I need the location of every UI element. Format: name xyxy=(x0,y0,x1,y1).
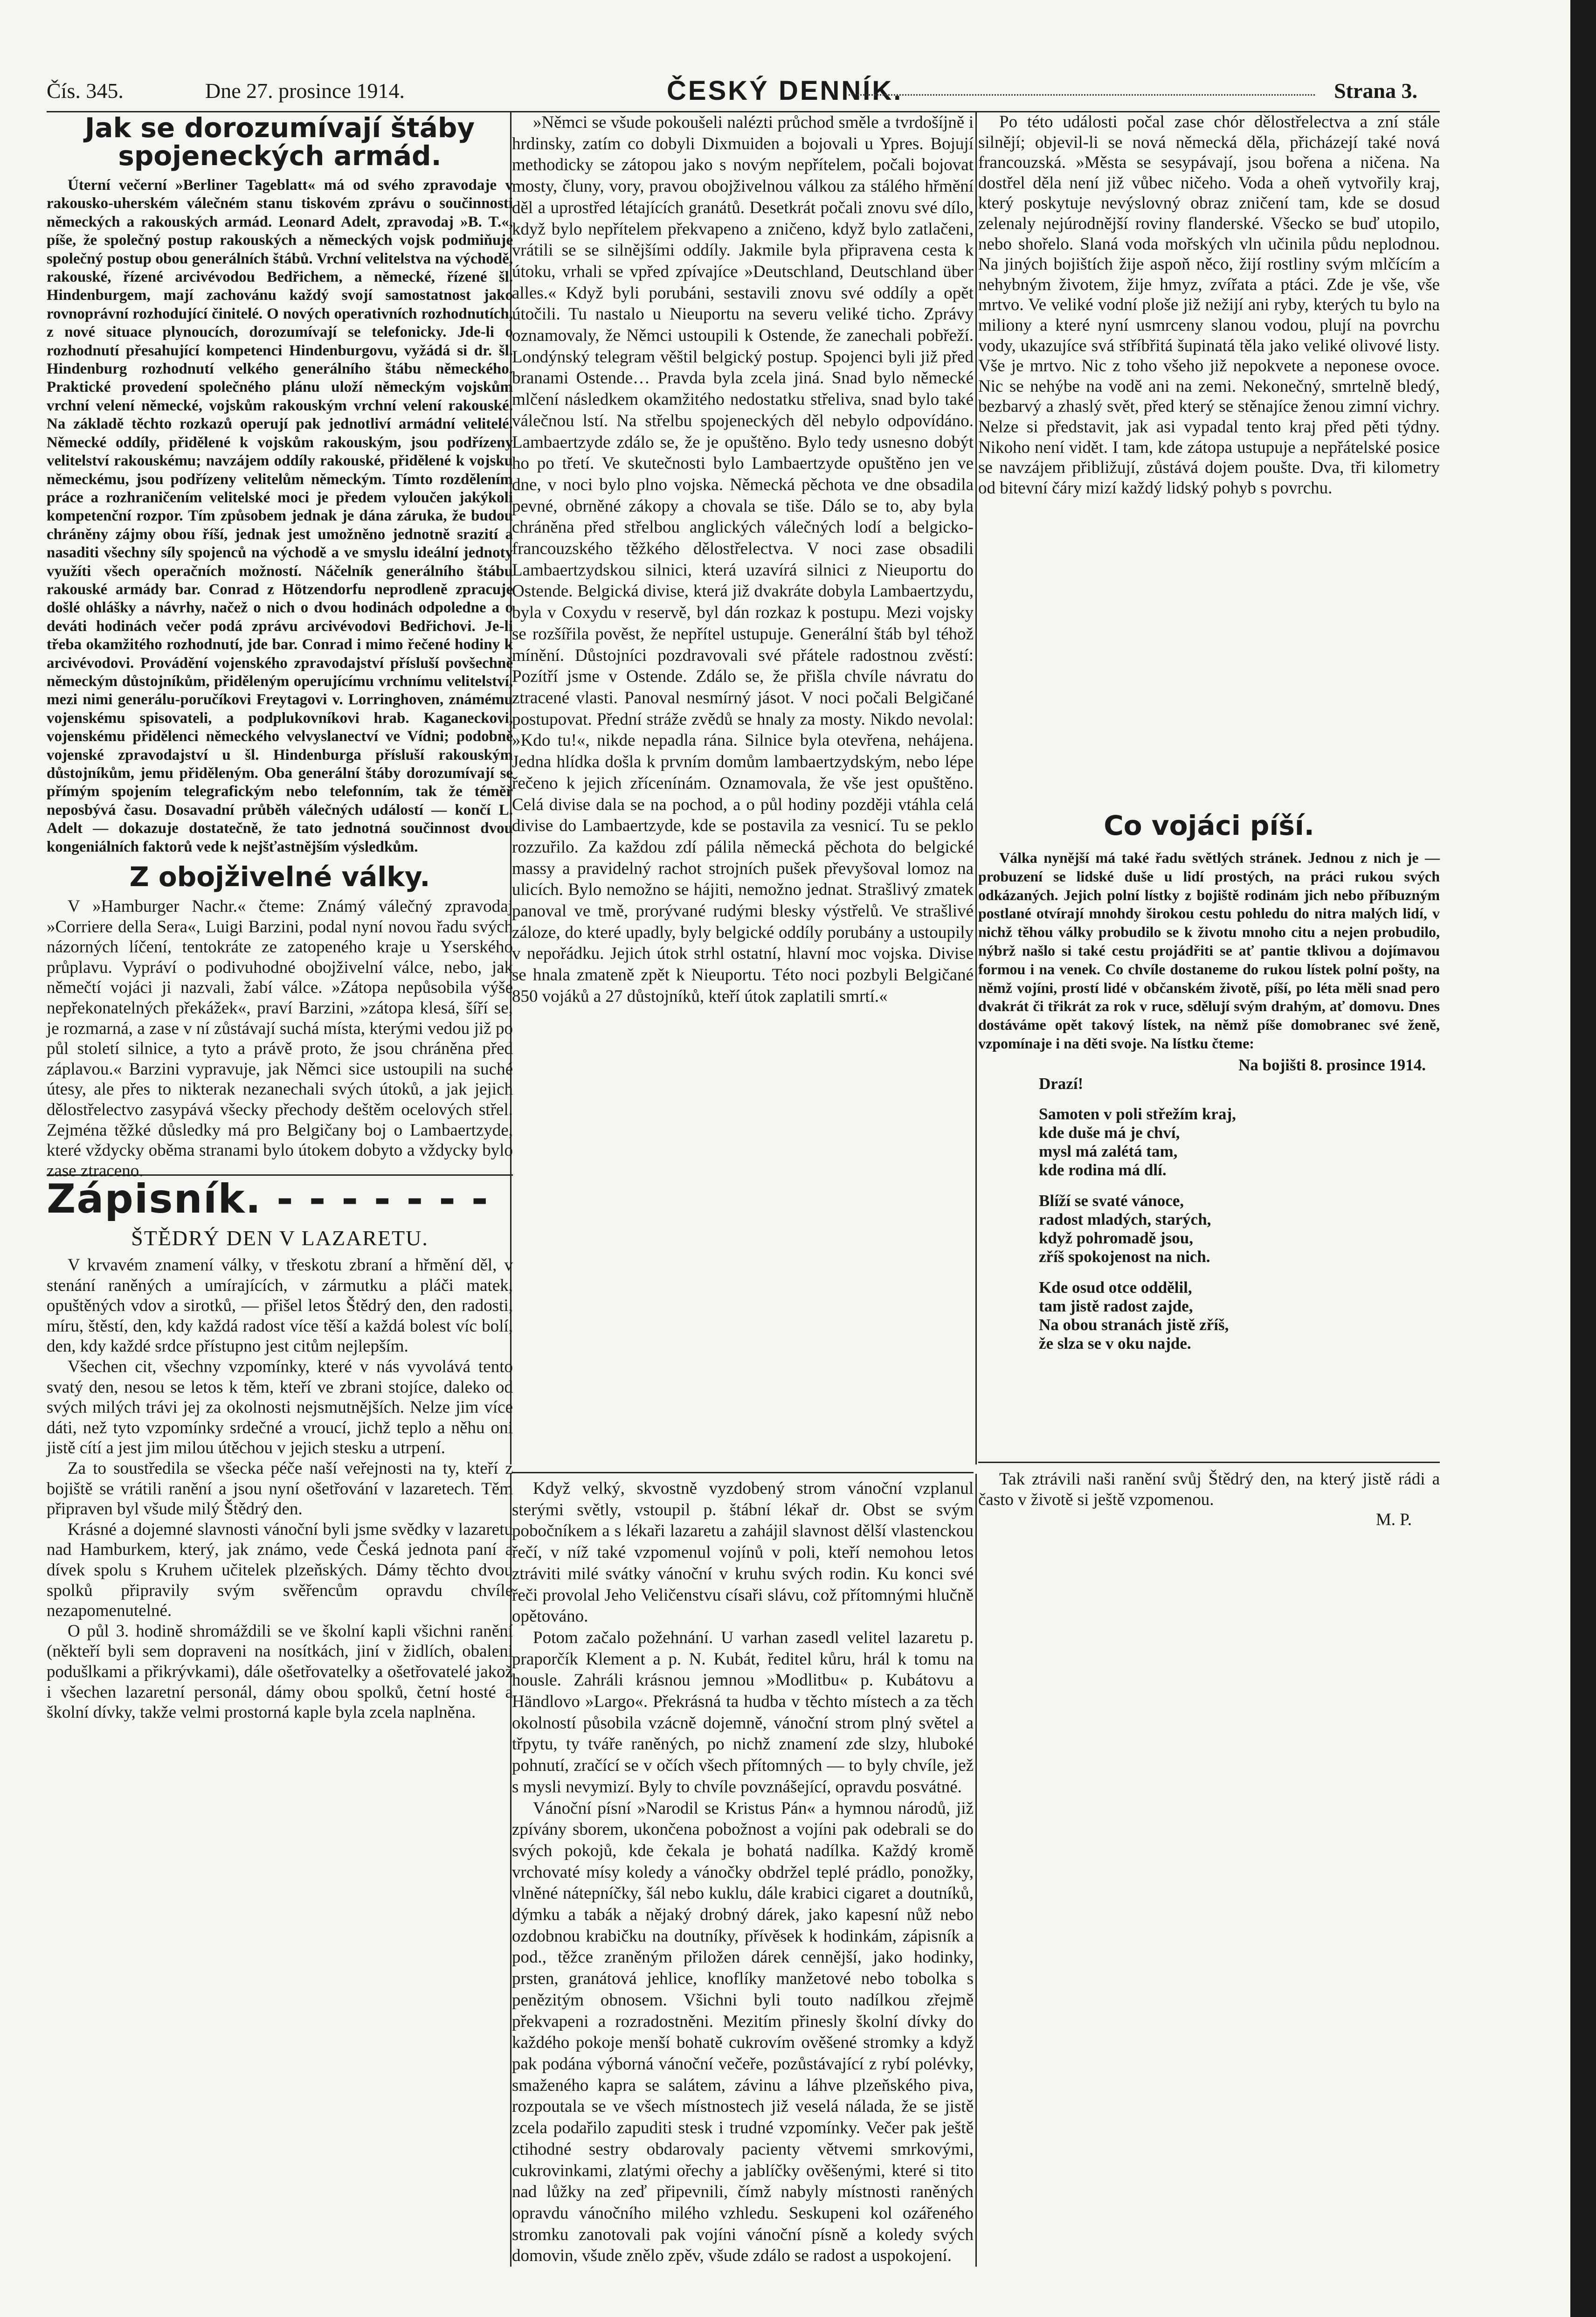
page-number: Strana 3. xyxy=(1334,79,1417,103)
poem-line: Kde osud otce oddělil, xyxy=(1039,1278,1192,1297)
column-divider-2 xyxy=(975,112,977,1464)
column-divider-lower-2 xyxy=(975,1474,977,2267)
article-obojzivelne-part-3 xyxy=(978,112,1440,802)
issue-date: Dne 27. prosince 1914. xyxy=(205,79,405,103)
page-header xyxy=(47,70,1417,112)
masthead: ČESKÝ DENNÍK. xyxy=(667,76,903,106)
poem-line: radost mladých, starých, xyxy=(1039,1210,1211,1229)
scan-border xyxy=(1570,0,1596,2317)
poem-line: když pohromadě jsou, xyxy=(1039,1229,1193,1248)
poem-line: mysl má zalétá tam, xyxy=(1039,1142,1178,1161)
column-2 xyxy=(512,112,974,2317)
article-zapisnik xyxy=(47,1255,513,1723)
article-paragraph: Po této události počal zase chór dělostřelectva a zní stále silnějí; objevil-li se nová německá děla, přicházejí také nová francouzská. »Města se sesypávají, jsou bořena a ničena. Na dostřel děla není již vůbec ničeho. Voda a oheň vytvořily kraj, který poskytuje nevýslovný obraz zničení tam, kde se dosud zelenaly nejúrodnější roviny flanderské. Všecko se buď utopilo, nebo shořelo. Slaná voda mořských vln učinila půdu neplodnou. Na jiných bojištích žije aspoň něco, žijí rostliny svým mlčícím a nehybným životem, žije hmyz, zvířata a ptáci. Zde je vše, vše mrtvo. Ve veliké vodní ploše již nežijí ani ryby, kterých tu bylo na miliony a které nyní usmrceny slanou vodou, plují na povrchu vody, ukazujíce svá stříbřitá šupinatá těla jako veliké olivové listy. Vše je mrtvo. Nic z toho všeho již nepokvete a neponese ovoce. Nic se nehýbe na vodě ani na zemi. Nekonečný, smrtelně bledý, bezbarvý a zhaslý svět, před který se stěnajíce ženou zimní vichry. Nelze si představit, jak asi vypadal tento kraj před pěti týdny. Nikoho není vidět. I tam, kde zátopa ustupuje a nepřátelské posice se navzájem přibližují, zůstává dojem poušte. Dva, tři kilometry od bitevní čáry mizí každý lidský pohyb s povrchu. xyxy=(978,112,1440,498)
poem-line: tam jistě radost zajde, xyxy=(1039,1297,1193,1316)
headline-staby: Jak se dorozumívají štáby spojeneckých armád. xyxy=(84,112,475,172)
article-paragraph: V »Hamburger Nachr.« čteme: Známý válečný zpravodaj »Corriere della Sera«, Luigi Barzini, podal nyní novou řadu svých názorných líčení, tentokráte ze zatopeného kraje u Yserského průplavu. Vypráví o podivuhodné obojživelní válce, nebo, jak němečtí vojáci ji nazvali, žabí válce. »Zátopa nepůsobila výše nepřekonatelných překážek«, praví Barzini, »zátopa klesá, šíří se, je rozmarná, a zase v ní zůstávají suchá místa, kterými vedou již po půl století silnice, a tyto a právě proto, že jsou chráněna před záplavou.« Barzini vypravuje, jak Němci sice ustoupili na suché útesy, ale přes to nikterak nezanechali svých útoků, a jak jejich dělostřelectvo zasypává všecky přechody deštěm ocelových střel. Zejména těžké důsledky má pro Belgičany boj o Lambaertzyde, které vždycky oběma stranami bylo útokem dobyto a vždycky bylo zase ztraceno. xyxy=(47,897,513,1180)
article-paragraph: Úterní večerní »Berliner Tageblatt« má od svého zpravodaje v rakousko-uherském válečném stanu tiskovém zprávu o součinnosti německých a rakouských armád. Leonard Adelt, zpravodaj »B. T.«, píše, že společný postup rakouských a německých vojsk podmiňuje společný postup obou generálních štábů. Vrchní velitelstva na východě, rakouské, řízené arcivévodou Bedřichem, a německé, řízené šl. Hindenburgem, mají zachovánu každý svojí samostatnost jako rovnoprávní rozhodující činitelé. O nových operativních rozhodnutích, z nové situace plynoucích, dorozumívají se telefonicky. Jde-li o rozhodnutí přesahující kompetenci Hindenburgovu, vyžádá si dr. šl. Hindenburg rozhodnutí velkého generálního štábu německého. Praktické provedení společného plánu uloží německým vojskům vrchní velení německé, vojskům rakouským vrchní velení rakouské. Na základě těchto rozkazů operují pak jednotliví armádní velitelé. Německé oddíly, přidělené k vojskům rakouským, jsou podřízeny velitelství rakouskému; navzájem oddíly rakouské, přidělené k vojsku německému, jsou podřízeny velitelům německým. Tímto rozdělením práce a rozhraničením velitelské moci je předem vyloučen jakýkoli kompetenční rozpor. Tím způsobem jednak je dána záruka, že budou chráněny zájmy obou říší, jednak jest umožněno jednotně srazití a nasaditi všechny síly spojenců na východě a ve smyslu ideální jednoty využíti všech operačních možností. Náčelník generálního štábu rakouské armády bar. Conrad z Hötzendorfu neprodleně zpracuje došlé ohlášky a návrhy, načež o nich o dvou hodinách odpoledne a o deváti hodinách večer podá zprávu arcivévodovi Bedřichovi. Je-li třeba okamžitého rozhodnutí, jde bar. Conrad i mimo řečené hodiny k arcivévodovi. Provádění vojenského zpravodajství přísluší povšechně německým důstojníkům, přiděleným operujícímu vrchnímu velitelství, mezi nimi generálu-poručíkovi Freytagovi v. Lorringhoven, známému vojenskému spisovateli, a podplukovníkovi hrab. Kaganeckovi, vojenskému přidělenci německého velvyslanectví ve Vídni; podobně vojenské zpravodajství u šl. Hindenburga přísluší rakouským důstojníkům, jemu přiděleným. Oba generální štáby dorozumívají se přímým spojením telegrafickým nebo telefonním, tak že téměř neposbývá času. Dosavadní průběh válečných událostí — končí L. Adelt — dokazuje dostatečně, že tato jednotná součinnost dvou kongeniálních faktorů vede k nejšťastnějším výsledkům. xyxy=(47,177,513,855)
article-paragraph: Všechen cit, všechny vzpomínky, které v nás vyvolává tento svatý den, nesou se letos k těm, kteří ve zbrani stojíce, daleko od svých milých trávi jej za okolnosti nejsmutnějších. Nelze jim více dáti, než tyto vzpomínky srdečné a vroucí, jichž teplo a něhu oni jistě cítí a jest jim milou útěchou v jejich stesku a utrpení. xyxy=(47,1357,513,1458)
article-paragraph: Tak ztrávili naši ranění svůj Štědrý den, na který jistě rádi a často v životě si ještě vzpomenou. xyxy=(978,1470,1440,1509)
header-dotted-rule xyxy=(849,94,1315,96)
article-paragraph: Vánoční písní »Narodil se Kristus Pán« a hymnou národů, již zpívány sborem, ukončena pobožnost a vojíni pak odebrali se do svých pokojů, kde čekala je bohatá nadílka. Každý kromě vrchovaté mísy koledy a vánočky obdržel teplé prádlo, ponožky, vlněné nátepníčky, šál nebo kuklu, dále krabici cigaret a doutníků, dýmku a tabák a nějaký drobný dárek, jako kapesní nůž nebo ozdobnou krabičku na doutníky, přívěsek k hodinkám, zápisník a pod., těžce zraněným přiložen dárek cennější, jako hodinky, prsten, granátová jehlice, knoflíky manžetové nebo tobolka s penězitým obnosem. Všichni byli touto nadílkou zřejmě překvapeni a rozradostněni. Mezitím přinesly školní dívky do každého pokoje menší bohatě cukrovím ověšené stromky a když pak podána výborná vánoční večeře, pozůstávající z rybí polévky, smaženého kapra se salátem, závinu a láhve plzeňského piva, rozpoutala se ve všech místnostech již veselá nálada, že se jistě zcela podařilo zapuditi stesk i trudné vzpomínky. Večer pak ještě ctihodné sestry obdarovaly pacienty větvemi smrkovými, cukrovinkami, zlatými ořechy a jablíčky ověšenými, které si tito nad lůžky na zeď připevnili, čímž nabyly místnosti raněných opravdu vánočního milého vzhledu. Seskupeni kol ozářeného stromku zanotovali pak vojíni vánoční písně a koledy svých domovin, všude znělo zpěv, všude zdálo se radost a uspokojení. xyxy=(512,1798,974,2266)
article-paragraph: Za to soustředila se všecka péče naší veřejnosti na ty, kteří z bojiště se vrátili ranění a jsou nyní ošetřování v lazaretech. Těm připraven byl všude milý Štědrý den. xyxy=(47,1458,513,1519)
column-3 xyxy=(978,112,1440,2317)
letter-greeting: Drazí! xyxy=(1039,1074,1084,1093)
poem-line: Samoten v poli střežím kraj, xyxy=(1039,1105,1236,1124)
letter-poem xyxy=(1039,1105,1440,1353)
subheadline-stedry-den: ŠTĚDRÝ DEN V LAZARETU. xyxy=(131,1226,428,1250)
poem-stanza xyxy=(1039,1192,1440,1266)
column-1 xyxy=(47,112,513,2317)
article-obojzivelne-part-1 xyxy=(47,896,513,1180)
poem-line: Na obou stranách jistě zříš, xyxy=(1039,1316,1229,1334)
article-obojzivelne-part-2 xyxy=(512,112,974,1455)
poem-stanza xyxy=(1039,1105,1440,1179)
article-staby xyxy=(47,176,513,856)
poem-line: že slza se v oku najde. xyxy=(1039,1334,1191,1353)
issue-number: Čís. 345. xyxy=(47,79,124,103)
section-rule xyxy=(978,1462,1440,1463)
article-zapisnik-part-3 xyxy=(978,1469,1440,1530)
article-paragraph: Krásné a dojemné slavnosti vánoční byli jsme svědky v lazaretu nad Hamburkem, který, jak známo, vede Česká jednota paní a dívek spolu s Kruhem učitelek plzeňských. Dámy těchto dvou spolků připravily svým svěřencům opravdu chvíle nezapomenutelné. xyxy=(47,1519,513,1621)
article-paragraph: Válka nynější má také řadu světlých stránek. Jednou z nich je — probuzení se lidské duše u lidí prostých, na práci rukou svých odkázaných. Jejich polní lístky z bojiště rodinám jich nebo příbuzným postlané otvírají mnohdy širokou cestu pohledu do nitra malých lidí, v nichž těhou války probudilo se k životu mnoho citu a nejen probudilo, nýbrž našlo si také cestu projádřiti se ať pantie tklivou a dojímavou formou i na venek. Co chvíle dostaneme do rukou lístek polní pošty, na němž vojíni, prostí lidé v občanském životě, píší, po léta měli snad pero dvakrát či třikrát za rok v ruce, sdělují svým drahým, ať domovu. Dnes dostáváme opět takový lístek, na němž píše domobranec své ženě, vzpomínaje i na děti svoje. Na lístku čteme: xyxy=(978,849,1440,1052)
article-paragraph: V krvavém znamení války, v třeskotu zbraní a hřmění děl, v stenání raněných a umírajících, v zármutku a pláči matek, opuštěných vdov a sirotků, — přišel letos Štědrý den, den radosti, míru, štěstí, den, kdy každá radost více těší a každá bolest víc bolí, den, kdy každé srdce přístupno jest citům nejlepším. xyxy=(47,1256,513,1356)
article-zapisnik-part-2 xyxy=(512,1478,974,2267)
headline-zapisnik: Zápisník. - - - - - - - xyxy=(47,1176,489,1223)
article-paragraph: O půl 3. hodině shromáždili se ve školní kapli všichni ranění (někteří byli sem dopraveni na nosítkách, jiní v židlích, obaleni podušlkami a přikrývkami), dále ošetřovatelky a ošetřovatelé jakož i všechen lazaretní personál, dámy obou spolků, četní hosté a školní dívky, takže velmi prostorná kaple byla zcela naplněna. xyxy=(47,1621,513,1722)
poem-line: zříš spokojenost na nich. xyxy=(1039,1248,1210,1266)
poem-line: kde duše má je chví, xyxy=(1039,1124,1180,1142)
section-rule xyxy=(512,1472,974,1473)
letter-dateline: Na bojišti 8. prosince 1914. xyxy=(1238,1055,1426,1074)
poem-line: Blíží se svaté vánoce, xyxy=(1039,1192,1184,1210)
article-paragraph: Potom začalo požehnání. U varhan zasedl velitel lazaretu p. praporčík Klement a p. N. Kubát, ředitel kůru, hrál k tomu na housle. Zahráli krásnou jemnou »Modlitbu« p. Kubátovu a Händlovo »Largo«. Překrásná ta hudba v těchto místech a za těch okolností působila vzácně dojemně, vánoční strom plný světel a třpytu, ty tváře raněných, po nichž znamení zde slzy, hluboké pohnutí, zračící se v očích všech přítomných — to byly chvíle, jež s mysli nevymizí. Byly to chvíle povznášející, opravdu posvátné. xyxy=(512,1628,974,1797)
author-signature: M. P. xyxy=(1375,1510,1412,1530)
poem-stanza xyxy=(1039,1278,1440,1353)
article-paragraph: »Němci se všude pokoušeli nalézti průchod směle a tvrdošíjně i hrdinsky, zatím co dobyli Dixmuiden a bojovali u Ypres. Bojují methodicky se zátopou jako s novým nepřítelem, počali bojovat mosty, čluny, vory, pravou obojživelnou válkou za stálého hřmění děl a uprostřed létajících granátů. Desetkrát počali znovu své dílo, když bylo nepřítelem překvapeno a zničeno, když bylo zatlačeni, vrátili se se silnějšími oddíly. Jakmile byla připravena cesta k útoku, vrhali se vpřed zpívajíce »Deutschland, Deutschland über alles.« Když byli porubáni, sestavili znovu své oddíly a opět útočili. Tu nastalo u Nieuportu na severu veliké ticho. Zprávy oznamovaly, že Němci ustoupili k Ostende, že zanechali pobřeží. Londýnský telegram věštil belgický postup. Spojenci byli již před branami Ostende… Pravda byla zcela jiná. Snad bylo německé mlčení následkem okamžitého nedostatku střeliva, snad bylo také válečnou lstí. Na střelbu spojeneckých děl nebylo odpovídáno. Lambaertzyde zdálo se, že je opuštěno. Bylo tedy usnesno dobýt ho po třetí. Ve skutečnosti bylo Lambaertzyde opuštěno jen ve dne, v noci bylo plno vojska. Německá pěchota ve dne obsadila pevné, obrněné zákopy a chovala se tiše. Dálo se to, aby byla chráněna před střelbou anglických válečných lodí a belgicko-francouzského těžkého dělostřelectva. V noci zase obsadili Lambaertzydskou silnici, která uzavírá silnici z Nieuportu do Ostende. Belgická divise, která již dvakráte dobyla Lambaertzydu, byla v Coxydu v reservě, byl dán rozkaz k postupu. Mezi vojsky se rozšířila pověst, že nepřítel ustupuje. Generální štáb byl téhož mínění. Důstojníci pozdravovali své přátele radostnou zvěstí: Pozítří jsme v Ostende. Zdálo se, že přišla chvíle návratu do ztracené vlasti. Panoval nesmírný jásot. V noci počali Belgičané postupovat. Přední stráže zvědů se hnaly za mosty. Nikdo nevolal: »Kdo tu!«, nikde nepadla rána. Silnice byla otevřena, nehájena. Jedna hlídka došla k prvním domům lambaertzydským, nebo lépe řečeno k jejich zřícenínám. Oznamovala, že vše jest opuštěno. Celá divise dala se na pochod, a o půl hodiny později vtáhla celá divise do Lambaertzyde, kde se postavila za vesnicí. Tu se peklo rozzuřilo. Za každou zdí pálila německá pěchota do belgické massy a pravidelný rachot strojních pušek převyšoval lomoz na ulicích. Bylo nemožno se hájiti, nemožno jednat. Strašlivý zmatek panoval ve tmě, prorývané rudými blesky výstřelů. Ve strašlivé záloze, do které upadly, byly belgické oddíly porubány a ustoupily v nepořádku. Jejich útok strhl ostatní, hlavní moc vojska. Divise se hnala zmateně zpět k Nieuportu. Této noci pozbyli Belgičané 850 vojáků a 27 důstojníků, kteří útok zaplatili smrtí.« xyxy=(512,113,974,1006)
poem-line: kde rodina má dlí. xyxy=(1039,1161,1167,1179)
headline-co-vojaci: Co vojáci píší. xyxy=(1104,810,1314,841)
article-paragraph: Když velký, skvostně vyzdobený strom vánoční vzplanul sterými světly, vstoupil p. štábní lékař dr. Obst se svým pobočníkem a s lékaři lazaretu a zahájil slavnost dělší vlastenckou řečí, v níž také vzpomenul vojínů v poli, kteří nemohou letos ztráviti milé svátky vánoční v kruhu svých rodin. Ku konci své řeči provolal Jeho Veličenstvu císaři slávu, což přítomnými hlučně opětováno. xyxy=(512,1479,974,1626)
section-rule xyxy=(47,1174,513,1176)
article-co-vojaci xyxy=(978,849,1440,1353)
headline-obojzivelne: Z obojživelné války. xyxy=(129,861,430,893)
